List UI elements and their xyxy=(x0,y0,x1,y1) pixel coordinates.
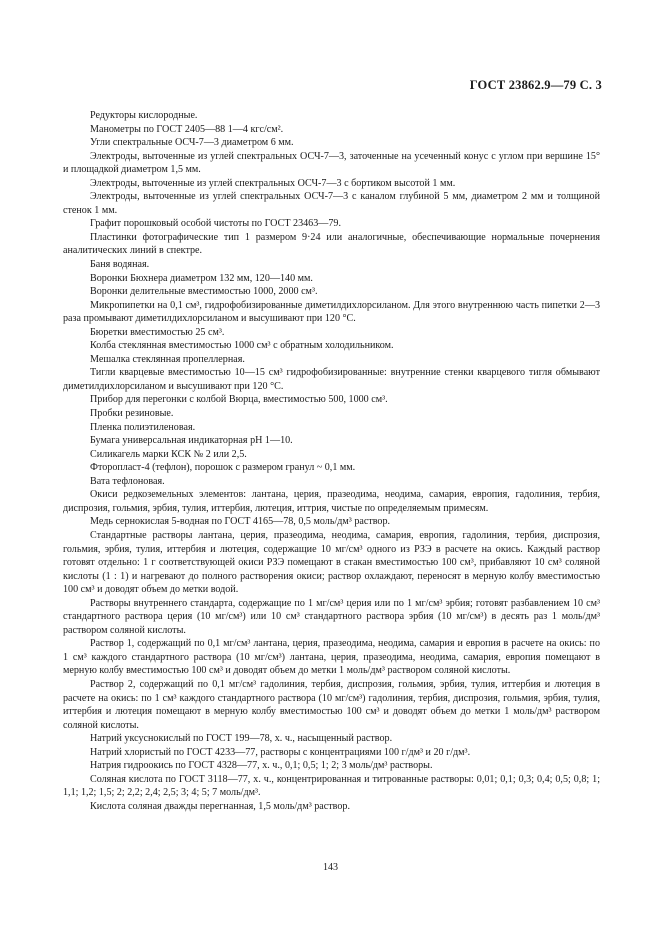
page-header: ГОСТ 23862.9—79 С. 3 xyxy=(469,78,602,92)
paragraph: Окиси редкоземельных элементов: лантана, церия, празеодима, неодима, самария, европия, гадолиния, тербия, диспрозия, гольмия, эрбия, тулия, иттербия, лютеция, иттрия, чистые по определяемым примесям. xyxy=(63,489,600,514)
paragraph: Электроды, выточенные из углей спектральных ОСЧ-7—3, заточенные на усеченный конус с углом при вершине 15° и площадкой диаметром 1,5 мм. xyxy=(63,150,600,176)
paragraph: Фторопласт-4 (тефлон), порошок с размером гранул ~ 0,1 мм. xyxy=(90,462,356,474)
paragraph: Пленка полиэтиленовая. xyxy=(90,421,196,433)
paragraph: Кислота соляная дважды перегнанная, 1,5 моль/дм³ раствор. xyxy=(90,800,350,812)
paragraph: Микропипетки на 0,1 см³, гидрофобизированные диметилдихлорсиланом. Для этого внутреннюю часть пипетки 2—3 раза промывают диметилдихлорсиланом и высушивают при 120 °С. xyxy=(63,299,600,325)
paragraph: Колба стеклянная вместимостью 1000 см³ с обратным холодильником. xyxy=(90,340,394,352)
document-body xyxy=(63,109,600,813)
paragraph: Графит порошковый особой чистоты по ГОСТ 23463—79. xyxy=(90,218,341,230)
paragraph: Натрия гидроокись по ГОСТ 4328—77, х. ч., 0,1; 0,5; 1; 2; 3 моль/дм³ растворы. xyxy=(90,760,433,772)
paragraph: Тигли кварцевые вместимостью 10—15 см³ гидрофобизированные: внутренние стенки кварцевого тигля обмывают диметилдихлорсиланом и высушивают при 120 °С. xyxy=(63,367,600,392)
paragraph: Бюретки вместимостью 25 см³. xyxy=(90,326,225,338)
paragraph: Стандартные растворы лантана, церия, празеодима, неодима, самария, европия, гадолиния, тербия, диспрозия, гольмия, эрбия, тулия, иттербия и лютеция, содержащие 10 мг/см³ одного из РЗЭ в расчете на окись. Каждый раствор готовят отдельно: 1 г соответствующей окиси РЗЭ помещают в стакан вместимостью 100 см³, прибавляют 10 см³ соляной кислоты (1 : 1) и нагревают до полного растворения окиси; раствор охлаждают, переносят в мерную колбу вместимостью 100 см³ и доводят объем до метки водой. xyxy=(63,529,600,596)
paragraph: Силикагель марки КСК № 2 или 2,5. xyxy=(90,448,247,460)
paragraph: Мешалка стеклянная пропеллерная. xyxy=(90,353,245,365)
paragraph: Баня водяная. xyxy=(90,259,150,271)
paragraph: Пластинки фотографические тип 1 размером 9·24 или аналогичные, обеспечивающие нормальные почернения аналитических линий в спектре. xyxy=(63,231,600,257)
paragraph: Воронки делительные вместимостью 1000, 2000 см³. xyxy=(90,286,318,298)
paragraph: Натрий уксуснокислый по ГОСТ 199—78, х. ч., насыщенный раствор. xyxy=(90,733,393,745)
paragraph: Натрий хлористый по ГОСТ 4233—77, растворы с концентрациями 100 г/дм³ и 20 г/дм³. xyxy=(90,746,471,758)
paragraph: Манометры по ГОСТ 2405—88 1—4 кгс/см². xyxy=(90,123,284,135)
paragraph: Пробки резиновые. xyxy=(90,408,174,420)
paragraph: Раствор 2, содержащий по 0,1 мг/см³ гадолиния, тербия, диспрозия, гольмия, эрбия, тулия, иттербия и лютеция в расчете на окись: по 1 см³ каждого стандартного раствора (10 мг/см³) гадолиния, тербия, диспрозия, гольмия, эрбия, тулия, иттербия и лютеция помещают в мерную колбу вместимостью 100 см³ и доводят объем до метки 1 моль/дм³ раствором соляной кислоты. xyxy=(63,678,600,731)
paragraph: Вата тефлоновая. xyxy=(90,475,165,487)
paragraph: Воронки Бюхнера диаметром 132 мм, 120—140 мм. xyxy=(90,272,313,284)
paragraph: Растворы внутреннего стандарта, содержащие по 1 мг/см³ церия или по 1 мг/см³ эрбия; готовят разбавлением 10 см³ стандартного раствора церия (10 мг/см³) или 10 см³ стандартного раствора эрбия (10 мг/см³) в десять раз 1 моль/дм³ раствором соляной кислоты. xyxy=(63,597,600,636)
paragraph: Медь сернокислая 5-водная по ГОСТ 4165—78, 0,5 моль/дм³ раствор. xyxy=(90,516,391,528)
paragraph: Бумага универсальная индикаторная pH 1—10. xyxy=(90,435,293,447)
paragraph: Редукторы кислородные. xyxy=(90,110,198,121)
paragraph: Угли спектральные ОСЧ-7—3 диаметром 6 мм. xyxy=(90,137,294,149)
paragraph: Прибор для перегонки с колбой Вюрца, вместимостью 500, 1000 см³. xyxy=(90,394,388,406)
paragraph: Электроды, выточенные из углей спектральных ОСЧ-7—3 с каналом глубиной 5 мм, диаметром 2 мм и толщиной стенок 1 мм. xyxy=(63,191,600,216)
paragraph: Электроды, выточенные из углей спектральных ОСЧ-7—3 с бортиком высотой 1 мм. xyxy=(90,177,456,189)
page-number: 143 xyxy=(323,862,338,873)
paragraph: Раствор 1, содержащий по 0,1 мг/см³ лантана, церия, празеодима, неодима, самария и европия в расчете на окись: по 1 см³ каждого стандартного раствора (10 мг/см³) лантана, церия, празеодима, неодима, самария, европия помещают в мерную колбу вместимостью 100 см³ и доводят объем до метки 1 моль/дм³ раствором соляной кислоты. xyxy=(63,638,600,677)
paragraph: Соляная кислота по ГОСТ 3118—77, х. ч., концентрированная и титрованные растворы: 0,01; 0,1; 0,3; 0,4; 0,5; 0,8; 1; 1,1; 1,2; 1,5; 2; 2,2; 2,4; 2,5; 3; 4; 5; 7 моль/дм³. xyxy=(63,773,600,799)
